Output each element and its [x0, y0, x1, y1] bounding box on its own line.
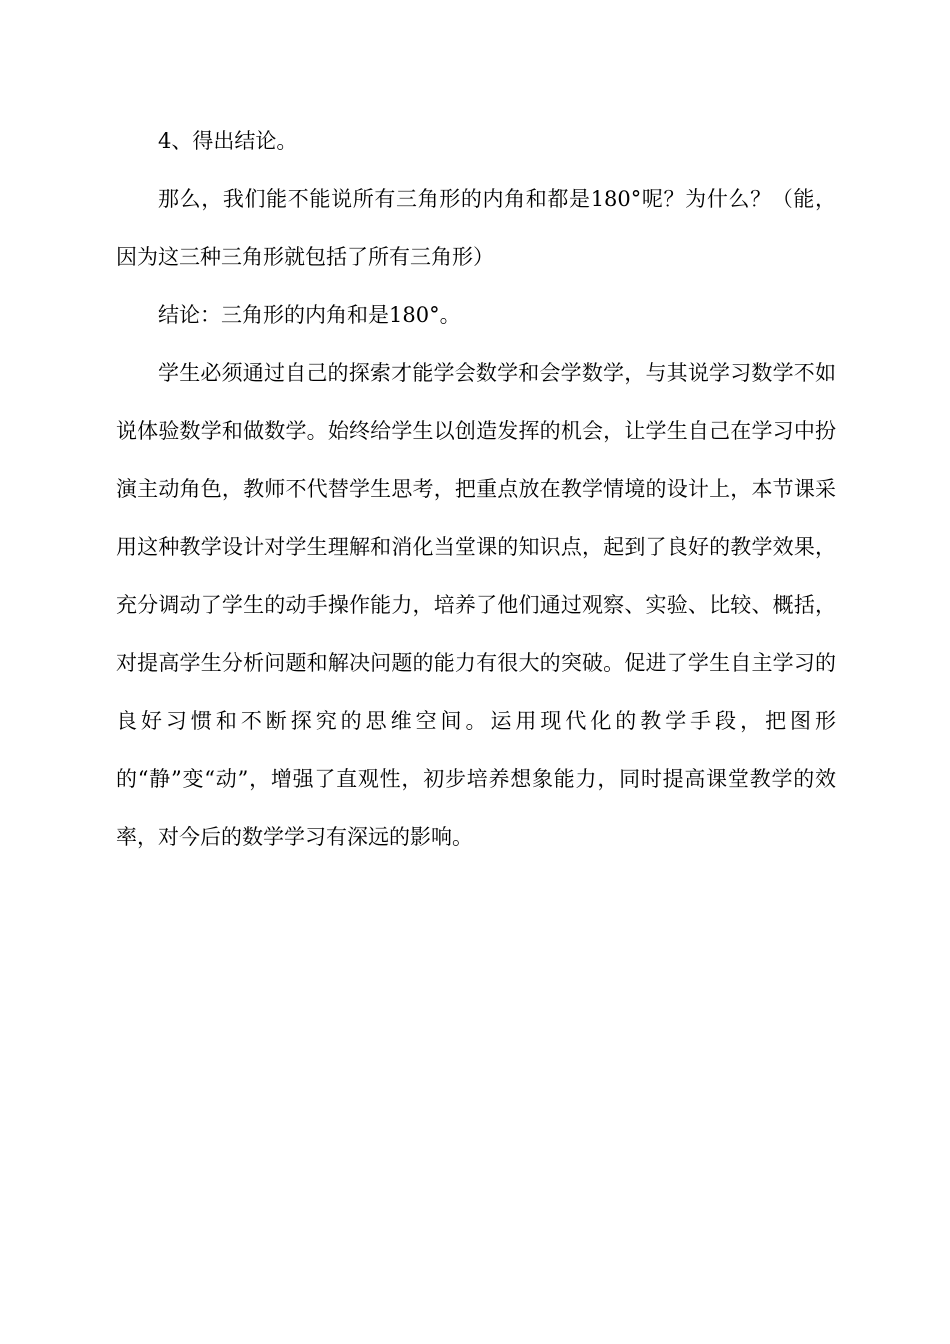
- paragraph-reflection: 学生必须通过自己的探索才能学会数学和会学数学，与其说学习数学不如说体验数学和做数学。始终给学生以创造发挥的机会，让学生自己在学习中扮演主动角色，教师不代替学生思考，把重点放在教学情境的设计上，本节课采用这种教学设计对学生理解和消化当堂课的知识点，起到了良好的教学效果，充分调动了学生的动手操作能力，培养了他们通过观察、实验、比较、概括，对提高学生分析问题和解决问题的能力有很大的突破。促进了学生自主学习的良好习惯和不断探究的思维空间。运用现代化的教学手段，把图形的“静”变“动”，增强了直观性，初步培养想象能力，同时提高课堂教学的效率，对今后的数学学习有深远的影响。: [116, 361, 836, 849]
- document-body: [116, 112, 836, 866]
- paragraph-question: 那么，我们能不能说所有三角形的内角和都是180°呢？为什么？（能，因为这三种三角形就包括了所有三角形）: [116, 187, 836, 269]
- paragraph-conclusion: 结论：三角形的内角和是180°。: [158, 303, 461, 327]
- paragraph-step-conclusion: 4、得出结论。: [158, 129, 298, 153]
